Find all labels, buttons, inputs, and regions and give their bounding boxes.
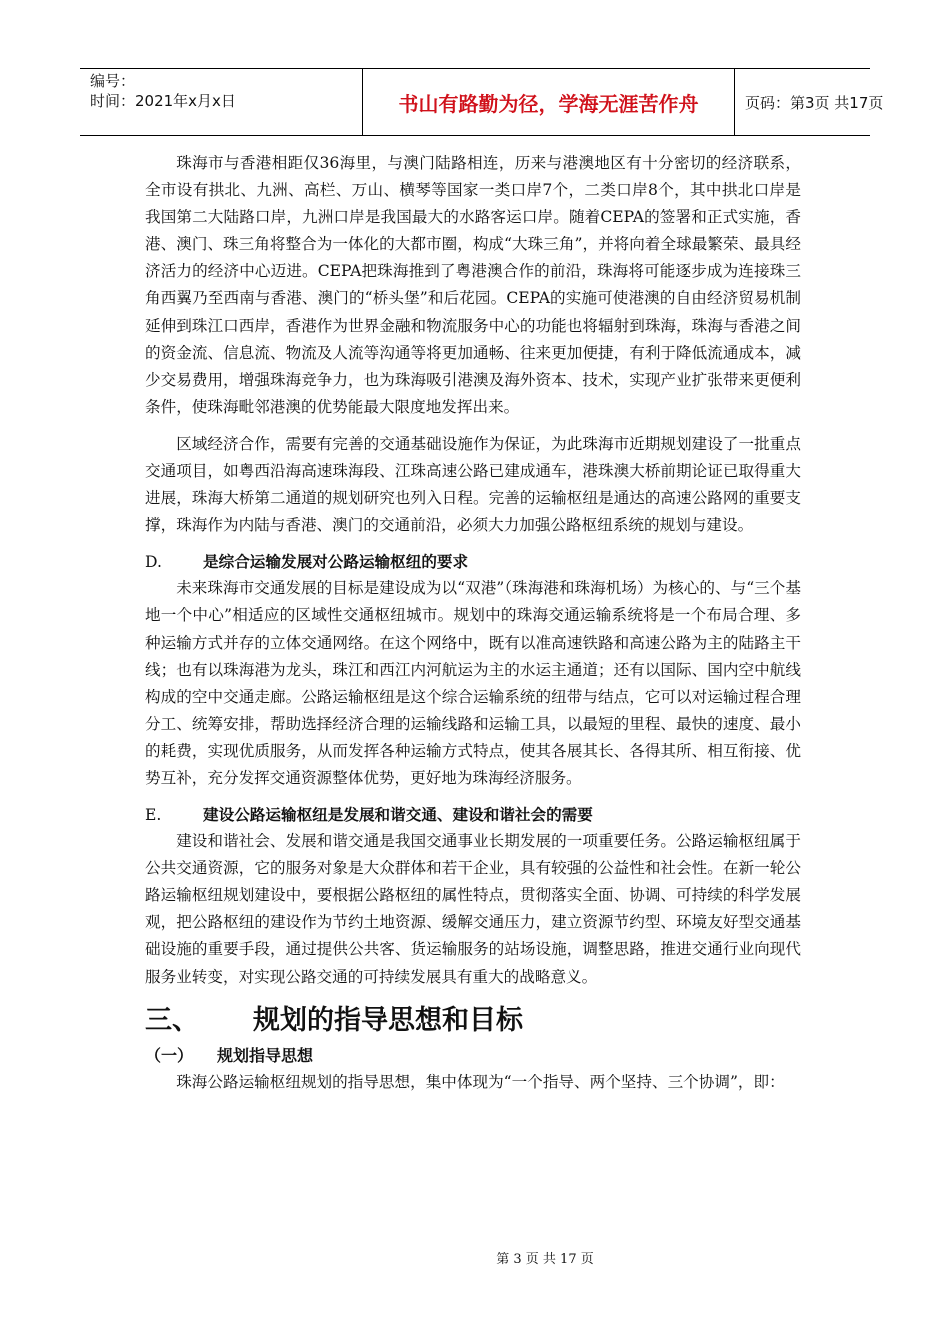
section-heading-3 [145,999,801,1043]
page-header [80,68,884,136]
section-title: 规划的指导思想和目标 [253,1004,523,1036]
paragraph-regional-cooperation: 区域经济合作，需要有完善的交通基础设施作为保证，为此珠海市近期规划建设了一批重点交通项目，如粤西沿海高速珠海段、江珠高速公路已建成通车，港珠澳大桥前期论证已取得重大进展，珠海大桥第二通道的规划研究也列入日程。完善的运输枢纽是通达的高速公路网的重要支撑，珠海作为内陆与香港、澳门的交通前沿，必须大力加强公路枢纽系统的规划与建设。 [145,434,801,535]
heading-e-label: E. [145,806,162,825]
paragraph-guiding-idea: 珠海公路运输枢纽规划的指导思想，集中体现为“一个指导、两个坚持、三个协调”，即： [176,1072,785,1091]
page-footer [0,1248,950,1267]
paragraph-cepa: 珠海市与香港相距仅36海里，与澳门陆路相连，历来与港澳地区有十分密切的经济联系，全市设有拱北、九洲、高栏、万山、横琴等国家一类口岸7个，二类口岸8个，其中拱北口岸是我国第二大陆路口岸，九洲口岸是我国最大的水路客运口岸。随着CEPA的签署和正式实施，香港、澳门、珠三角将整合为一体化的大都市圈，构成“大珠三角”，并将向着全球最繁荣、最具经济活力的经济中心迈进。CEPA把珠海推到了粤港澳合作的前沿，珠海将可能逐步成为连接珠三角西翼乃至西南与香港、澳门的“桥头堡”和后花园。CEPA的实施可使港澳的自由经济贸易机制延伸到珠江口西岸，香港作为世界金融和物流服务中心的功能也将辐射到珠海，珠海与香港之间的资金流、信息流、物流及人流等沟通等将更加通畅、往来更加便捷，有利于降低流通成本，减少交易费用，增强珠海竞争力，也为珠海吸引港澳及海外资本、技术，实现产业扩张带来更便利条件，使珠海毗邻港澳的优势能最大限度地发挥出来。 [145,154,801,416]
header-motto: 书山有路勤为径，学海无涯苦作舟 [362,69,735,136]
paragraph-transport-goal: 未来珠海市交通发展的目标是建设成为以“双港”（珠海港和珠海机场）为核心的、与“三个基地一个中心”相适应的区域性交通枢纽城市。规划中的珠海交通运输系统将是一个布局合理、多种运输方式并存的立体交通网络。在这个网络中，既有以准高速铁路和高速公路为主的陆路主干线；也有以珠海港为龙头，珠江和西江内河航运为主的水运主通道；还有以国际、国内空中航线构成的空中交通走廊。公路运输枢纽是这个综合运输系统的纽带与结点，它可以对运输过程合理分工、统筹安排，帮助选择经济合理的运输线路和运输工具，以最短的里程、最快的速度、最小的耗费，实现优质服务，从而发挥各种运输方式特点，使其各展其长、各得其所、相互衔接、优势互补，充分发挥交通资源整体优势，更好地为珠海经济服务。 [145,579,801,787]
document-date: 时间：2021年x月x日 [90,92,236,110]
subsection-title: 规划指导思想 [217,1045,314,1065]
header-page-number: 页码：第3页 共17页 [745,94,884,112]
document-number-label: 编号： [90,72,136,90]
heading-d [145,549,801,575]
heading-e [145,802,801,828]
heading-d-title: 是综合运输发展对公路运输枢纽的要求 [203,552,469,572]
document-body [145,150,801,1096]
subsection-heading-1 [145,1043,801,1069]
heading-e-title: 建设公路运输枢纽是发展和谐交通、建设和谐社会的需要 [203,805,593,825]
footer-page-number: 第 3 页 共 17 页 [496,1252,594,1267]
paragraph-harmonious-society: 建设和谐社会、发展和谐交通是我国交通事业长期发展的一项重要任务。公路运输枢纽属于公共交通资源，它的服务对象是大众群体和若干企业，具有较强的公益性和社会性。在新一轮公路运输枢纽规划建设中，要根据公路枢纽的属性特点，贯彻落实全面、协调、可持续的科学发展观，把公路枢纽的建设作为节约土地资源、缓解交通压力，建立资源节约型、环境友好型交通基础设施的重要手段，通过提供公共客、货运输服务的站场设施，调整思路，推进交通行业向现代服务业转变，对实现公路交通的可持续发展具有重大的战略意义。 [145,832,801,986]
section-number: 三、 [145,1004,199,1036]
heading-d-label: D. [145,553,162,572]
subsection-number: （一） [145,1045,194,1065]
header-meta [90,71,280,111]
